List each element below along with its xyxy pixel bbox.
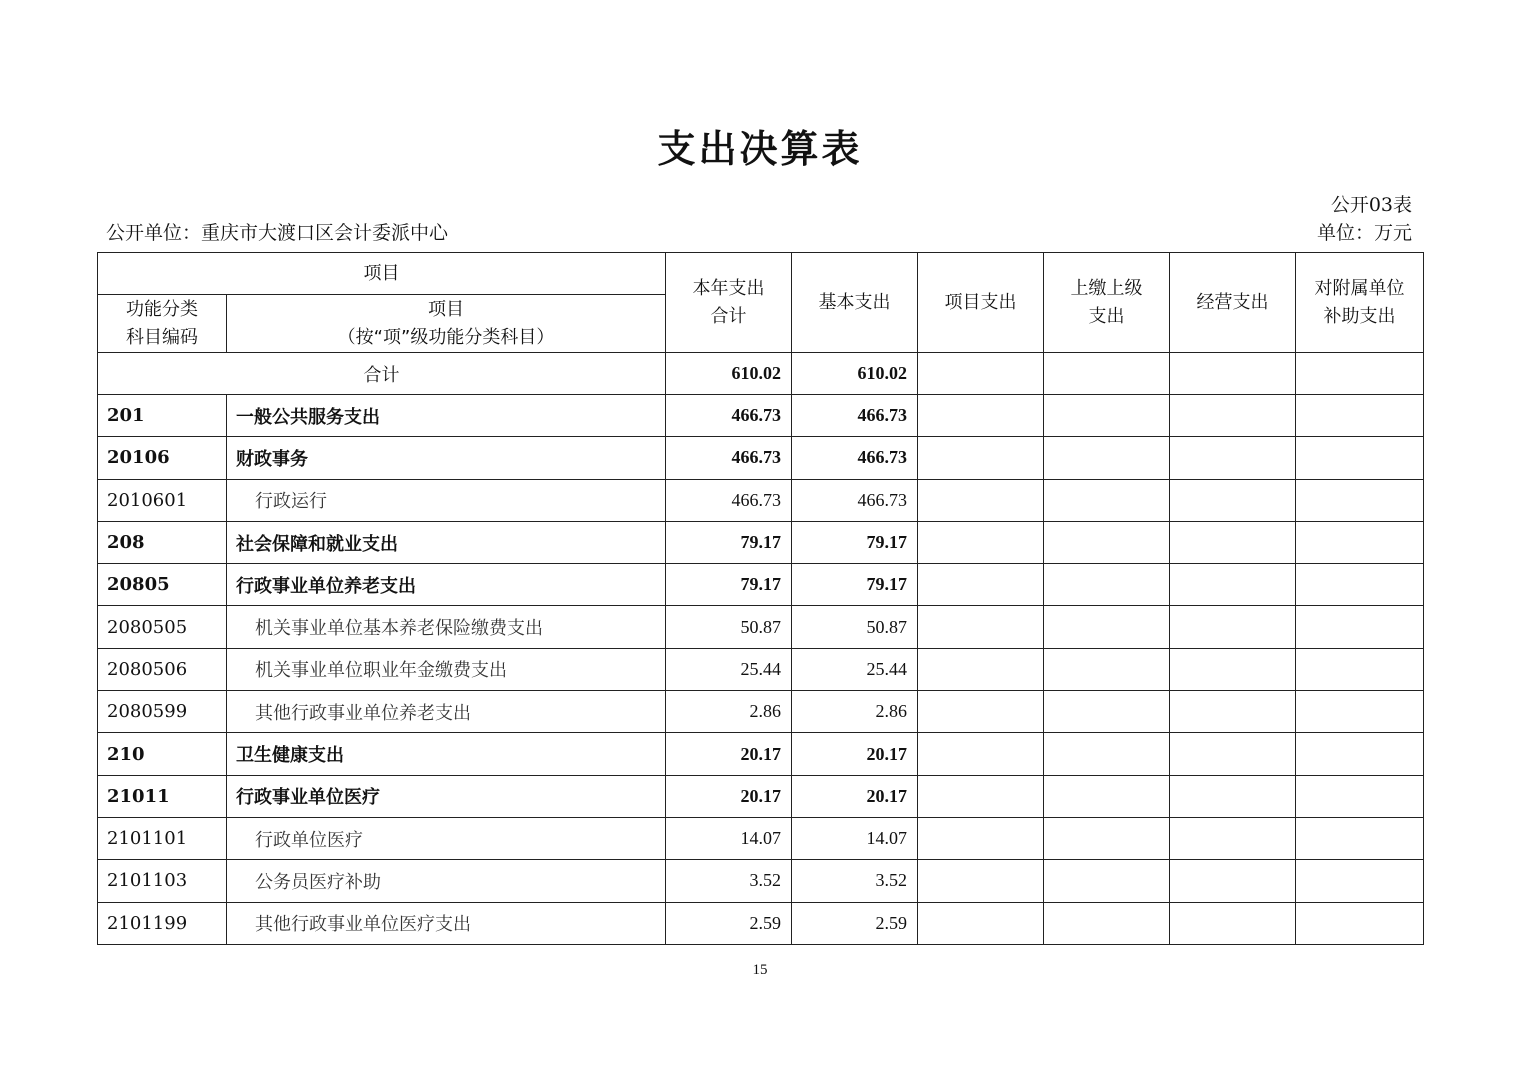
row-basic: 3.52 (792, 860, 918, 902)
table-row (98, 479, 1424, 521)
empty-cell (918, 606, 1044, 648)
header-code: 功能分类 科目编码 (98, 295, 227, 353)
empty-cell (1044, 817, 1170, 859)
table-row (98, 860, 1424, 902)
empty-cell (1044, 902, 1170, 944)
row-code: 20805 (98, 564, 227, 606)
header-subsidy: 对附属单位 补助支出 (1296, 253, 1424, 353)
empty-cell (1296, 564, 1424, 606)
empty-cell (1296, 775, 1424, 817)
row-code: 2080505 (98, 606, 227, 648)
header-upper: 上缴上级 支出 (1044, 253, 1170, 353)
empty-cell (918, 691, 1044, 733)
empty-cell (918, 479, 1044, 521)
empty-cell (1170, 521, 1296, 563)
empty-cell (1044, 395, 1170, 437)
empty-cell (1044, 733, 1170, 775)
table-row (98, 521, 1424, 563)
row-name: 行政运行 (227, 479, 666, 521)
empty-cell (1044, 606, 1170, 648)
row-code: 2080506 (98, 648, 227, 690)
empty-cell (1170, 775, 1296, 817)
header-basic: 基本支出 (792, 253, 918, 353)
row-basic: 466.73 (792, 395, 918, 437)
row-name: 行政事业单位医疗 (227, 775, 666, 817)
row-total: 466.73 (666, 479, 792, 521)
page-title: 支出决算表 (657, 127, 863, 171)
empty-cell (1170, 606, 1296, 648)
total-basic: 610.02 (792, 353, 918, 395)
row-basic: 79.17 (792, 521, 918, 563)
row-name: 其他行政事业单位医疗支出 (227, 902, 666, 944)
form-number: 公开03表 (1330, 194, 1412, 216)
total-amount: 610.02 (666, 353, 792, 395)
row-code: 201 (98, 395, 227, 437)
header-row-1 (98, 253, 1424, 295)
row-code: 21011 (98, 775, 227, 817)
header-name: 项目 （按“项”级功能分类科目） (227, 295, 666, 353)
row-basic: 2.59 (792, 902, 918, 944)
row-name: 其他行政事业单位养老支出 (227, 691, 666, 733)
table-row (98, 564, 1424, 606)
row-total: 79.17 (666, 521, 792, 563)
empty-cell (1296, 691, 1424, 733)
empty-cell (1170, 437, 1296, 479)
empty-cell (1296, 395, 1424, 437)
header-total: 本年支出 合计 (666, 253, 792, 353)
table-row (98, 606, 1424, 648)
currency-unit: 单位：万元 (1316, 222, 1412, 244)
row-name: 公务员医疗补助 (227, 860, 666, 902)
table-row (98, 733, 1424, 775)
empty-cell (1296, 817, 1424, 859)
empty-cell (1170, 817, 1296, 859)
empty-cell (1170, 395, 1296, 437)
empty-cell (1170, 902, 1296, 944)
row-code: 208 (98, 521, 227, 563)
empty-cell (1296, 521, 1424, 563)
row-name: 财政事务 (227, 437, 666, 479)
row-name: 机关事业单位基本养老保险缴费支出 (227, 606, 666, 648)
row-basic: 466.73 (792, 479, 918, 521)
row-code: 210 (98, 733, 227, 775)
table-row (98, 902, 1424, 944)
table-row (98, 691, 1424, 733)
row-total: 50.87 (666, 606, 792, 648)
empty-cell (1296, 733, 1424, 775)
header-project-expense: 项目支出 (918, 253, 1044, 353)
empty-cell (918, 733, 1044, 775)
empty-cell (918, 437, 1044, 479)
row-total: 466.73 (666, 437, 792, 479)
page-number: 15 (752, 962, 768, 978)
total-row (98, 353, 1424, 395)
empty-cell (918, 775, 1044, 817)
empty-cell (1296, 437, 1424, 479)
reporting-unit: 公开单位：重庆市大渡口区会计委派中心 (106, 222, 449, 244)
row-total: 3.52 (666, 860, 792, 902)
empty-cell (1044, 479, 1170, 521)
row-code: 2101199 (98, 902, 227, 944)
row-total: 466.73 (666, 395, 792, 437)
row-basic: 20.17 (792, 775, 918, 817)
empty-cell (1170, 564, 1296, 606)
row-code: 2101103 (98, 860, 227, 902)
empty-cell (1044, 564, 1170, 606)
row-name: 机关事业单位职业年金缴费支出 (227, 648, 666, 690)
empty-cell (1170, 479, 1296, 521)
row-name: 社会保障和就业支出 (227, 521, 666, 563)
table-row (98, 775, 1424, 817)
table-row (98, 817, 1424, 859)
empty-cell (918, 395, 1044, 437)
row-basic: 20.17 (792, 733, 918, 775)
row-total: 79.17 (666, 564, 792, 606)
row-name: 卫生健康支出 (227, 733, 666, 775)
row-basic: 50.87 (792, 606, 918, 648)
row-total: 20.17 (666, 733, 792, 775)
empty-cell (1170, 691, 1296, 733)
row-basic: 25.44 (792, 648, 918, 690)
empty-cell (1296, 606, 1424, 648)
total-label: 合计 (98, 353, 666, 395)
empty-cell (918, 902, 1044, 944)
row-code: 2101101 (98, 817, 227, 859)
row-total: 2.59 (666, 902, 792, 944)
row-total: 25.44 (666, 648, 792, 690)
empty-cell (1044, 648, 1170, 690)
empty-cell (918, 860, 1044, 902)
row-name: 一般公共服务支出 (227, 395, 666, 437)
empty-cell (918, 648, 1044, 690)
empty-cell (918, 817, 1044, 859)
row-total: 2.86 (666, 691, 792, 733)
table-row (98, 395, 1424, 437)
row-code: 2010601 (98, 479, 227, 521)
empty-cell (1044, 860, 1170, 902)
row-basic: 2.86 (792, 691, 918, 733)
empty-cell (1170, 860, 1296, 902)
table-row (98, 437, 1424, 479)
empty-cell (918, 521, 1044, 563)
empty-cell (1296, 648, 1424, 690)
header-project: 项目 (98, 253, 666, 295)
empty-cell (918, 564, 1044, 606)
table-row (98, 648, 1424, 690)
empty-cell (1044, 691, 1170, 733)
expenditure-table (97, 252, 1424, 945)
row-code: 20106 (98, 437, 227, 479)
row-code: 2080599 (98, 691, 227, 733)
header-business: 经营支出 (1170, 253, 1296, 353)
row-name: 行政事业单位养老支出 (227, 564, 666, 606)
row-total: 14.07 (666, 817, 792, 859)
empty-cell (1044, 775, 1170, 817)
empty-cell (1170, 648, 1296, 690)
empty-cell (1296, 479, 1424, 521)
empty-cell (1044, 521, 1170, 563)
row-total: 20.17 (666, 775, 792, 817)
empty-cell (1296, 902, 1424, 944)
empty-cell (1170, 733, 1296, 775)
empty-cell (1296, 860, 1424, 902)
row-basic: 79.17 (792, 564, 918, 606)
empty-cell (1044, 437, 1170, 479)
row-basic: 466.73 (792, 437, 918, 479)
row-name: 行政单位医疗 (227, 817, 666, 859)
row-basic: 14.07 (792, 817, 918, 859)
